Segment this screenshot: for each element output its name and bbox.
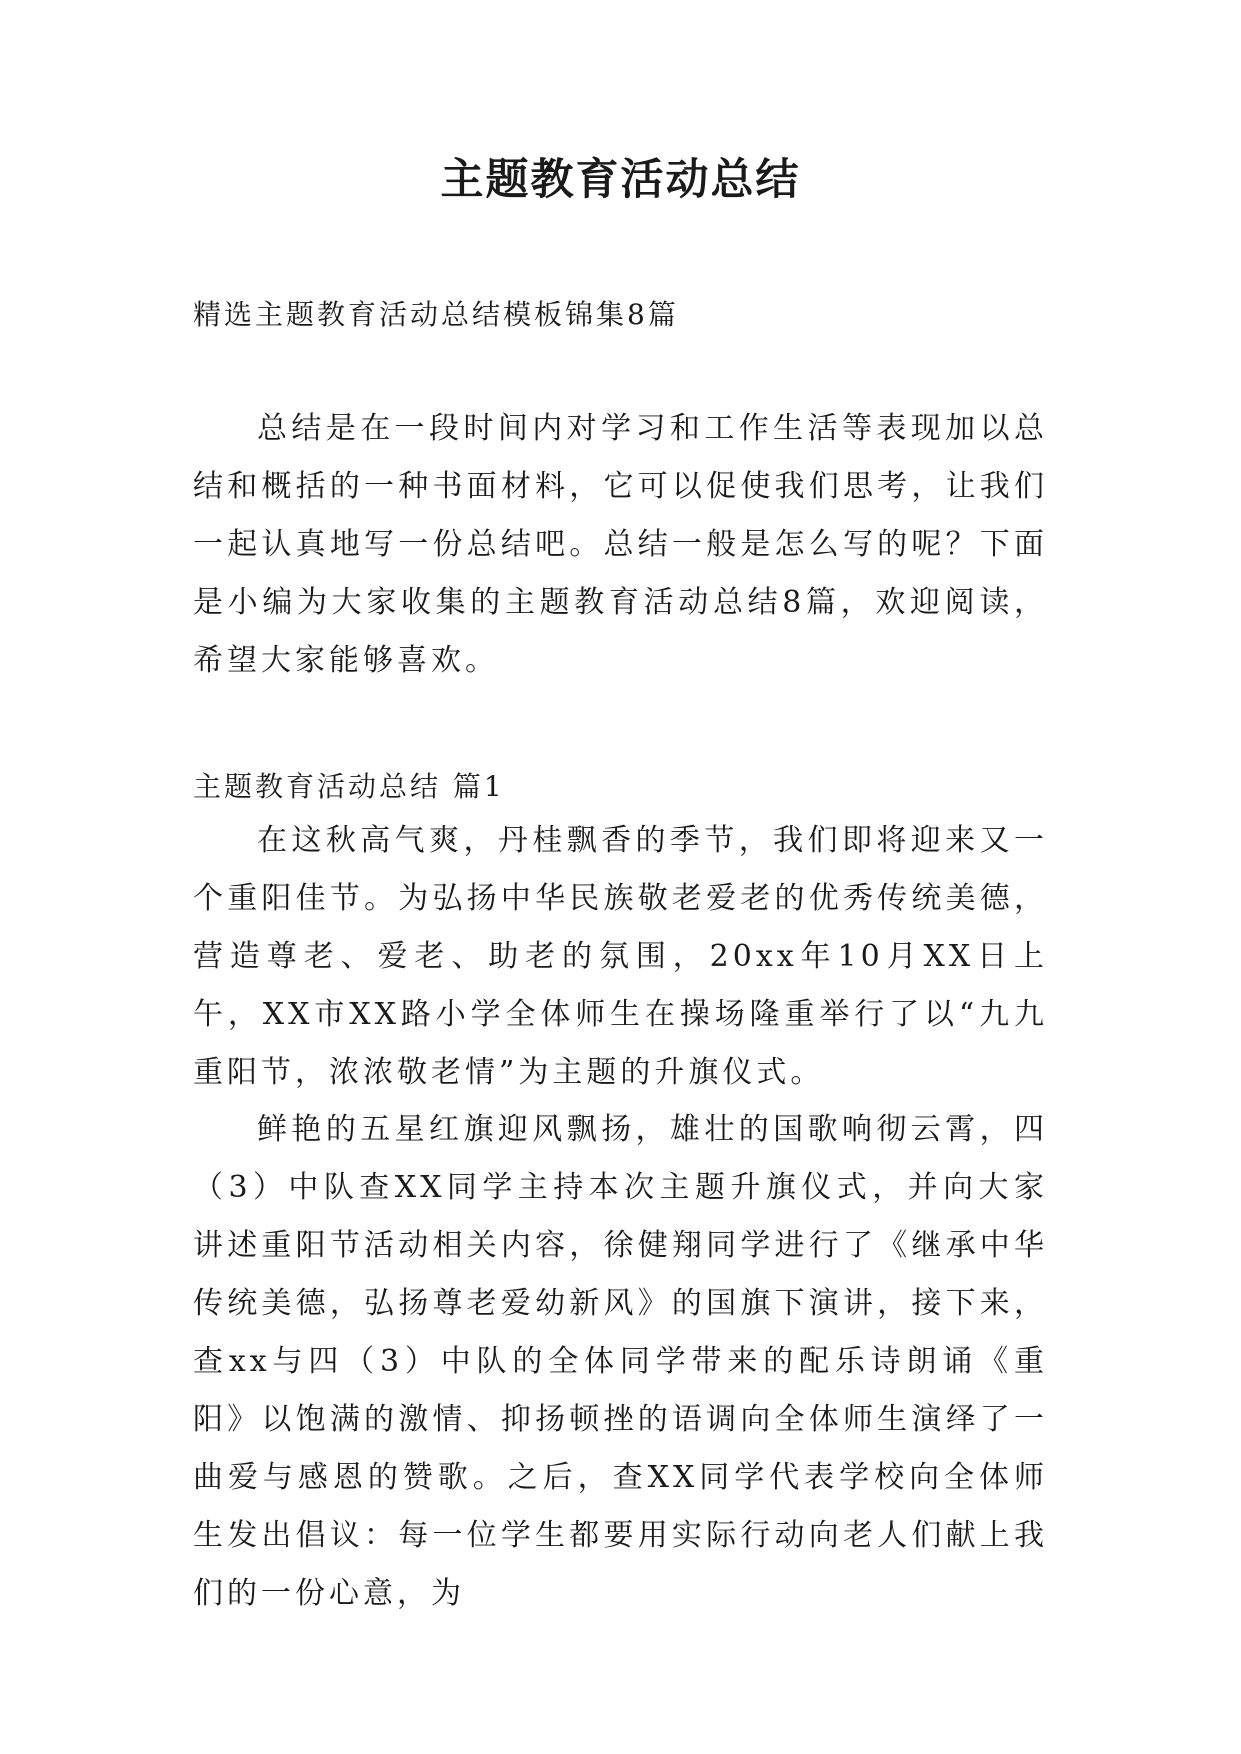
document-subtitle: 精选主题教育活动总结模板锦集8篇	[193, 298, 679, 331]
intro-paragraph: 总结是在一段时间内对学习和工作生活等表现加以总结和概括的一种书面材料，它可以促使我们思考，让我们一起认真地写一份总结吧。总结一般是怎么写的呢？下面是小编为大家收集的主题教育活动总结8篇，欢迎阅读，希望大家能够喜欢。	[193, 411, 1048, 678]
document-title: 主题教育活动总结	[440, 155, 801, 205]
section-heading: 主题教育活动总结 篇1	[193, 770, 505, 803]
section-paragraph-2: 鲜艳的五星红旗迎风飘扬，雄壮的国歌响彻云霄，四（3）中队查XX同学主持本次主题升旗仪式，并向大家讲述重阳节活动相关内容，徐健翔同学进行了《继承中华传统美德，弘扬尊老爱幼新风》的国旗下演讲，接下来，查xx与四（3）中队的全体同学带来的配乐诗朗诵《重阳》以饱满的激情、抑扬顿挫的语调向全体师生演绎了一曲爱与感恩的赞歌。之后，查XX同学代表学校向全体师生发出倡议：每一位学生都要用实际行动向老人们献上我们的一份心意，为	[193, 1112, 1048, 1611]
section-paragraph-1: 在这秋高气爽，丹桂飘香的季节，我们即将迎来又一个重阳佳节。为弘扬中华民族敬老爱老的优秀传统美德，营造尊老、爱老、助老的氛围，20xx年10月XX日上午，XX市XX路小学全体师生在操场隆重举行了以“九九重阳节，浓浓敬老情”为主题的升旗仪式。	[193, 823, 1048, 1090]
